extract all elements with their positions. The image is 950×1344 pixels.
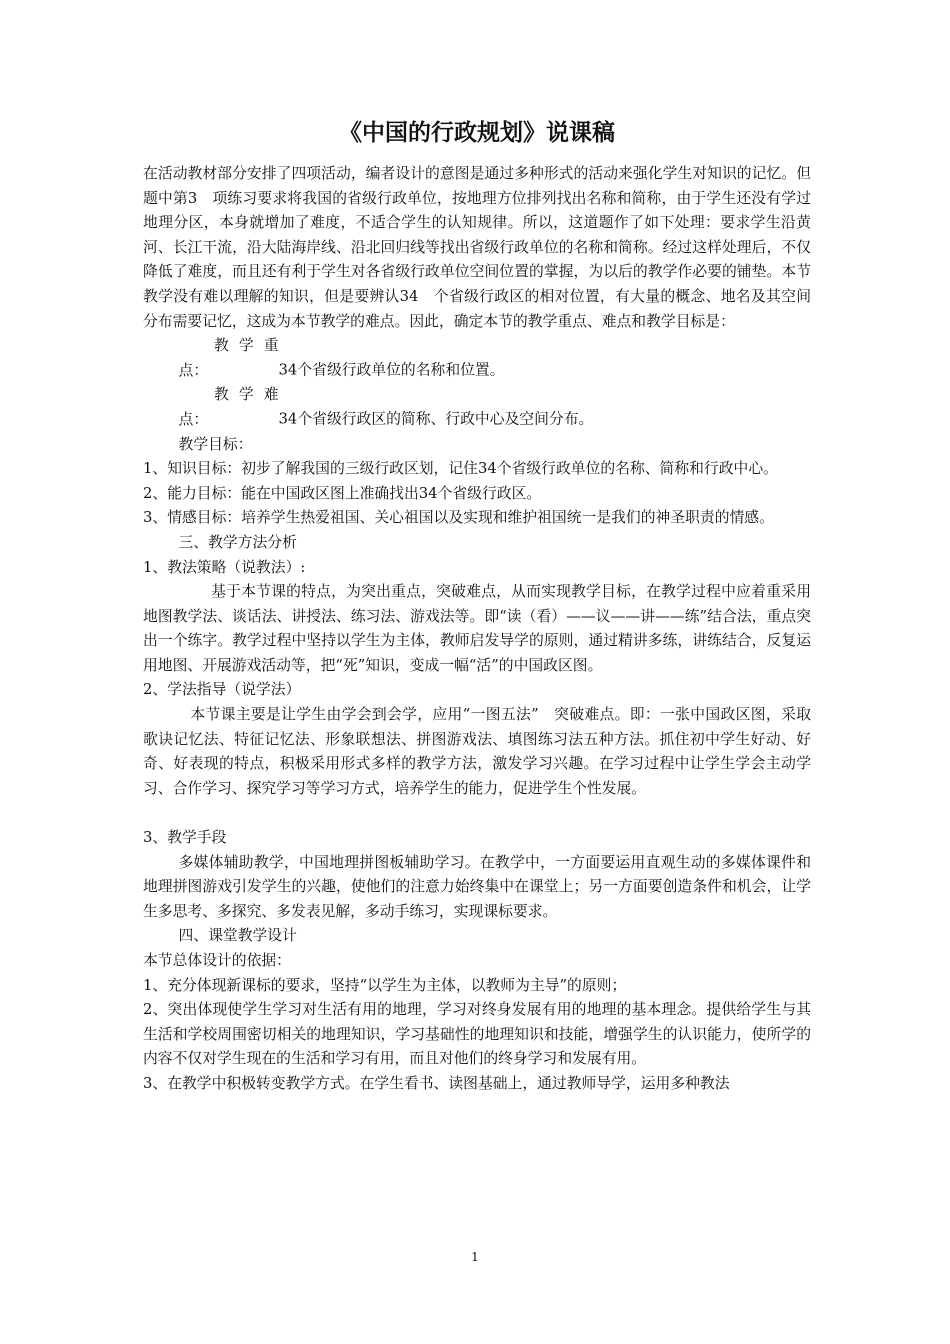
teaching-means-paragraph: 多媒体辅助教学，中国地理拼图板辅助学习。在教学中，一方面要运用直观生动的多媒体课件和地理拼图游戏引发学生的兴趣，使他们的注意力始终集中在课堂上；另一方面要创造条件和机会，让学生多思考、多探究、多发表见解，多动手练习，实现课标要求。	[143, 853, 811, 920]
difficulty-line	[143, 383, 811, 432]
section-heading-methods: 三、教学方法分析	[178, 533, 297, 551]
teaching-method-paragraph: 基于本节课的特点，为突出重点，突破难点，从而实现教学目标，在教学过程中应着重采用地图教学法、谈话法、讲授法、练习法、游戏法等。即“读（看）——议——讲——练”结合法，重点突出一个练字。教学过程中坚持以学生为主体，教师启发导学的原则，通过精讲多练，讲练结合，反复运用地图、开展游戏活动等，把“死”知识，变成一幅“活”的中国政区图。	[143, 583, 811, 674]
design-item-3: 3、在教学中积极转变教学方式。在学生看书、读图基础上，通过教师导学，运用多种教法	[143, 1074, 730, 1092]
blank-line	[143, 801, 811, 826]
goal-item-knowledge: 1、知识目标：初步了解我国的三级行政区划，记住34个省级行政单位的名称、简称和行政中心。	[143, 460, 778, 478]
document-body	[143, 162, 811, 1097]
subheading-learning-method: 2、学法指导（说学法）	[143, 681, 301, 699]
section-heading-design: 四、课堂教学设计	[178, 927, 297, 945]
goals-label: 教学目标：	[178, 435, 253, 453]
page-number: 1	[471, 1250, 479, 1264]
subheading-teaching-method: 1、教法策略（说教法）:	[143, 558, 306, 576]
key-point-value: 34个省级行政单位的名称和位置。	[278, 361, 505, 379]
design-item-1: 1、充分体现新课标的要求，坚持“以学生为主体，以教师为主导”的原则；	[143, 976, 627, 994]
difficulty-value: 34个省级行政区的简称、行政中心及空间分布。	[278, 410, 594, 428]
design-basis-label: 本节总体设计的依据：	[143, 952, 291, 969]
document-title: 《中国的行政规划》说课稿	[339, 120, 615, 146]
intro-paragraph: 在活动教材部分安排了四项活动，编者设计的意图是通过多种形式的活动来强化学生对知识的记忆。但题中第3 项练习要求将我国的省级行政单位，按地理方位排列找出名称和简称，由于学生还没有学过地理分区，本身就增加了难度，不适合学生的认知规律。所以，这道题作了如下处理：要求学生沿黄河、长江干流，沿大陆海岸线、沿北回归线等找出省级行政单位的名称和简称。经过这样处理后，不仅降低了难度，而且还有利于学生对各省级行政单位空间位置的掌握，为以后的教学作必要的铺垫。本节教学没有难以理解的知识，但是要辨认34 个省级行政区的相对位置，有大量的概念、地名及其空间分布需要记忆，这成为本节教学的难点。因此，确定本节的教学重点、难点和教学目标是：	[143, 165, 811, 330]
key-point-line	[143, 334, 811, 383]
difficulty-label: 教学难点：	[178, 386, 279, 428]
goal-item-ability: 2、能力目标：能在中国政区图上准确找出34个省级行政区。	[143, 484, 542, 502]
design-item-2: 2、突出体现使学生学习对生活有用的地理，学习对终身发展有用的地理的基本理念。提供给学生与其生活和学校周围密切相关的地理知识，学习基础性的地理知识和技能，增强学生的认识能力，使所学的内容不仅对学生现在的生活和学习有用，而且对他们的终身学习和发展有用。	[143, 1001, 811, 1068]
goal-item-emotion: 3、情感目标：培养学生热爱祖国、关心祖国以及实现和维护祖国统一是我们的神圣职责的情感。	[143, 509, 774, 527]
subheading-teaching-means: 3、教学手段	[143, 829, 227, 847]
learning-method-paragraph: 本节课主要是让学生由学会到会学，应用“一图五法” 突破难点。即：一张中国政区图，采取歌诀记忆法、特征记忆法、形象联想法、拼图游戏法、填图练习法五种方法。抓住初中学生好动、好奇、好表现的特点，积极采用形式多样的教学方法，激发学习兴趣。在学习过程中让学生学会主动学习、合作学习、探究学习等学习方式，培养学生的能力，促进学生个性发展。	[143, 706, 811, 797]
key-point-label: 教学重点：	[178, 337, 279, 379]
